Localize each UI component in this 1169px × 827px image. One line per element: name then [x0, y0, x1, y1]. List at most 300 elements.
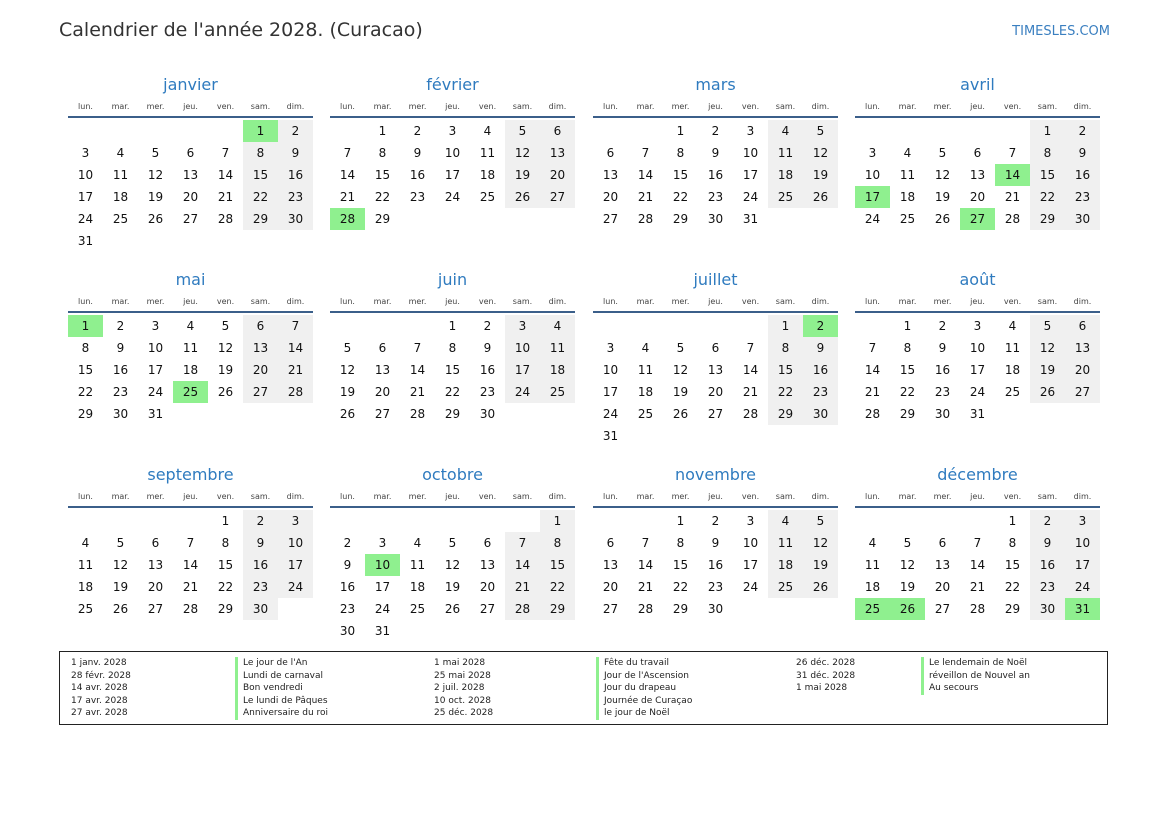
weekday-label: mer. — [146, 297, 165, 306]
day-grid — [855, 510, 1100, 620]
day-cell: 9 — [343, 558, 352, 572]
day-cell: 28 — [278, 381, 313, 403]
day-cell: 25 — [112, 212, 129, 226]
weekday-label: mer. — [933, 492, 952, 501]
day-cell: 11 — [768, 142, 803, 164]
day-cell: 1 — [378, 124, 387, 138]
day-cell: 17 — [742, 558, 759, 572]
day-cell: 2 — [483, 319, 492, 333]
day-cell: 8 — [540, 532, 575, 554]
weekday-label: jeu. — [445, 492, 460, 501]
day-cell: 26 — [1030, 381, 1065, 403]
day-cell: 19 — [899, 580, 916, 594]
day-cell: 12 — [505, 142, 540, 164]
holiday-day-cell: 2 — [803, 315, 838, 337]
day-grid — [593, 120, 838, 230]
day-cell: 7 — [641, 536, 650, 550]
day-cell: 23 — [934, 385, 951, 399]
holiday-day-cell: 14 — [995, 164, 1030, 186]
day-cell: 9 — [413, 146, 422, 160]
day-cell: 26 — [672, 407, 689, 421]
day-cell: 18 — [768, 164, 803, 186]
day-cell: 13 — [934, 558, 951, 572]
weekday-label: ven. — [741, 102, 760, 111]
weekday-label: jeu. — [970, 492, 985, 501]
weekday-label: sam. — [250, 297, 271, 306]
day-cell: 1 — [903, 319, 912, 333]
day-cell: 30 — [243, 598, 278, 620]
weekday-label: ven. — [478, 102, 497, 111]
weekday-label: jeu. — [970, 297, 985, 306]
legend-entry: 17 avr. 2028 — [71, 695, 128, 706]
day-cell: 27 — [374, 407, 391, 421]
day-cell: 26 — [934, 212, 951, 226]
day-cell: 26 — [444, 602, 461, 616]
day-cell: 4 — [413, 536, 422, 550]
weekday-label: ven. — [1003, 297, 1022, 306]
empty-cell — [400, 510, 435, 532]
day-cell: 16 — [707, 558, 724, 572]
day-cell: 20 — [243, 359, 278, 381]
day-cell: 3 — [505, 315, 540, 337]
day-cell: 26 — [217, 385, 234, 399]
weekday-label: mer. — [671, 492, 690, 501]
day-cell: 16 — [112, 363, 129, 377]
day-cell: 15 — [540, 554, 575, 576]
day-cell: 24 — [969, 385, 986, 399]
empty-cell — [138, 510, 173, 532]
header-divider — [68, 116, 313, 118]
day-cell: 19 — [505, 164, 540, 186]
day-cell: 5 — [343, 341, 352, 355]
day-cell: 23 — [707, 580, 724, 594]
weekday-label: jeu. — [970, 102, 985, 111]
day-cell: 7 — [343, 146, 352, 160]
day-cell: 7 — [746, 341, 755, 355]
day-cell: 13 — [479, 558, 496, 572]
weekday-label: mer. — [408, 102, 427, 111]
day-cell: 19 — [1030, 359, 1065, 381]
legend-entry: Bon vendredi — [235, 682, 328, 695]
day-cell: 30 — [479, 407, 496, 421]
legend-entry: 1 mai 2028 — [434, 658, 486, 668]
day-cell: 15 — [374, 168, 391, 182]
weekday-label: mer. — [146, 492, 165, 501]
day-cell: 23 — [243, 576, 278, 598]
weekday-header — [855, 488, 1100, 506]
holiday-day-cell: 1 — [68, 315, 103, 337]
legend-entry: Le lundi de Pâques — [235, 695, 328, 708]
day-cell: 21 — [182, 580, 199, 594]
empty-cell — [505, 510, 540, 532]
legend-entry: Le lendemain de Noël — [921, 657, 1030, 670]
weekday-label: mar. — [636, 492, 655, 501]
month-name: septembre — [147, 465, 234, 484]
day-cell: 28 — [742, 407, 759, 421]
day-cell: 25 — [768, 186, 803, 208]
day-cell: 25 — [77, 602, 94, 616]
day-cell: 28 — [637, 212, 654, 226]
brand-link[interactable]: TIMESLES.COM — [1012, 24, 1110, 39]
legend-entry: Journée de Curaçao — [596, 695, 692, 708]
empty-cell — [330, 120, 365, 142]
day-cell: 8 — [378, 146, 387, 160]
empty-cell — [593, 510, 628, 532]
day-cell: 2 — [711, 124, 720, 138]
weekday-label: lun. — [78, 102, 93, 111]
day-cell: 29 — [243, 208, 278, 230]
day-cell: 23 — [1065, 186, 1100, 208]
day-cell: 23 — [278, 186, 313, 208]
day-cell: 15 — [672, 168, 689, 182]
weekday-label: lun. — [603, 492, 618, 501]
day-cell: 3 — [81, 146, 90, 160]
weekday-label: lun. — [865, 492, 880, 501]
weekday-label: dim. — [811, 492, 830, 501]
month-name: mars — [695, 75, 736, 94]
day-cell: 5 — [803, 510, 838, 532]
day-cell: 17 — [147, 363, 164, 377]
day-cell: 4 — [540, 315, 575, 337]
day-cell: 22 — [243, 186, 278, 208]
weekday-label: dim. — [811, 297, 830, 306]
day-cell: 10 — [278, 532, 313, 554]
day-cell: 25 — [768, 576, 803, 598]
day-cell: 27 — [934, 602, 951, 616]
day-cell: 10 — [505, 337, 540, 359]
day-cell: 16 — [339, 580, 356, 594]
day-cell: 4 — [116, 146, 125, 160]
weekday-label: dim. — [548, 297, 567, 306]
empty-cell — [103, 120, 138, 142]
holiday-day-cell: 27 — [960, 208, 995, 230]
month-name: décembre — [937, 465, 1018, 484]
day-cell: 26 — [339, 407, 356, 421]
empty-cell — [628, 510, 663, 532]
day-cell: 5 — [116, 536, 125, 550]
empty-cell — [663, 315, 698, 337]
day-cell: 3 — [1065, 510, 1100, 532]
weekday-label: dim. — [1073, 492, 1092, 501]
day-cell: 5 — [448, 536, 457, 550]
weekday-label: jeu. — [183, 102, 198, 111]
header-divider — [330, 506, 575, 508]
empty-cell — [855, 315, 890, 337]
day-cell: 11 — [479, 146, 496, 160]
header-divider — [855, 506, 1100, 508]
day-cell: 24 — [1065, 576, 1100, 598]
day-cell: 26 — [147, 212, 164, 226]
day-cell: 9 — [1030, 532, 1065, 554]
day-cell: 18 — [77, 580, 94, 594]
weekday-label: jeu. — [183, 492, 198, 501]
day-cell: 22 — [217, 580, 234, 594]
day-cell: 19 — [217, 363, 234, 377]
day-cell: 27 — [479, 602, 496, 616]
weekday-label: mar. — [373, 492, 392, 501]
day-cell: 2 — [343, 536, 352, 550]
legend-entry: le jour de Noël — [596, 707, 692, 720]
day-cell: 16 — [934, 363, 951, 377]
holiday-day-cell: 10 — [365, 554, 400, 576]
day-cell: 1 — [1030, 120, 1065, 142]
empty-cell — [925, 510, 960, 532]
day-cell: 18 — [637, 385, 654, 399]
day-cell: 21 — [969, 580, 986, 594]
day-cell: 8 — [676, 146, 685, 160]
day-cell: 29 — [768, 403, 803, 425]
day-cell: 31 — [969, 407, 986, 421]
day-cell: 15 — [243, 164, 278, 186]
day-cell: 25 — [637, 407, 654, 421]
day-cell: 13 — [602, 558, 619, 572]
empty-cell — [995, 120, 1030, 142]
day-cell: 9 — [116, 341, 125, 355]
weekday-label: dim. — [811, 102, 830, 111]
day-cell: 14 — [637, 558, 654, 572]
day-cell: 13 — [707, 363, 724, 377]
day-cell: 23 — [112, 385, 129, 399]
day-grid — [593, 315, 838, 447]
day-cell: 21 — [637, 190, 654, 204]
empty-cell — [208, 120, 243, 142]
empty-cell — [365, 510, 400, 532]
day-cell: 15 — [77, 363, 94, 377]
day-cell: 8 — [1008, 536, 1017, 550]
day-cell: 25 — [479, 190, 496, 204]
day-cell: 4 — [768, 120, 803, 142]
month-3 — [593, 72, 838, 230]
day-cell: 12 — [1030, 337, 1065, 359]
legend-entry: 25 mai 2028 — [434, 670, 491, 681]
day-cell: 4 — [768, 510, 803, 532]
day-cell: 30 — [707, 212, 724, 226]
day-cell: 9 — [278, 142, 313, 164]
weekday-label: lun. — [865, 102, 880, 111]
day-cell: 11 — [864, 558, 881, 572]
day-cell: 11 — [540, 337, 575, 359]
day-cell: 22 — [768, 381, 803, 403]
day-cell: 18 — [768, 554, 803, 576]
legend-entry: 31 déc. 2028 — [796, 670, 856, 681]
day-cell: 6 — [606, 146, 615, 160]
weekday-header — [855, 293, 1100, 311]
day-cell: 3 — [378, 536, 387, 550]
day-grid — [330, 510, 575, 642]
day-cell: 20 — [540, 164, 575, 186]
day-cell: 24 — [742, 190, 759, 204]
day-cell: 11 — [899, 168, 916, 182]
day-cell: 9 — [803, 337, 838, 359]
empty-cell — [628, 120, 663, 142]
weekday-label: mar. — [898, 297, 917, 306]
day-cell: 10 — [742, 146, 759, 160]
day-cell: 6 — [711, 341, 720, 355]
header-divider — [330, 311, 575, 313]
weekday-label: dim. — [1073, 102, 1092, 111]
day-cell: 10 — [969, 341, 986, 355]
day-cell: 2 — [1030, 510, 1065, 532]
day-cell: 11 — [112, 168, 129, 182]
day-cell: 31 — [374, 624, 391, 638]
month-name: novembre — [674, 465, 757, 484]
day-cell: 18 — [182, 363, 199, 377]
header-divider — [855, 116, 1100, 118]
weekday-label: mar. — [111, 297, 130, 306]
weekday-label: mar. — [111, 492, 130, 501]
day-cell: 4 — [483, 124, 492, 138]
day-cell: 3 — [448, 124, 457, 138]
day-cell: 27 — [147, 602, 164, 616]
day-cell: 7 — [868, 341, 877, 355]
day-cell: 7 — [278, 315, 313, 337]
weekday-header — [68, 293, 313, 311]
weekday-label: lun. — [603, 297, 618, 306]
empty-cell — [593, 315, 628, 337]
empty-cell — [855, 510, 890, 532]
empty-cell — [330, 510, 365, 532]
day-cell: 16 — [479, 363, 496, 377]
day-cell: 30 — [112, 407, 129, 421]
day-cell: 30 — [934, 407, 951, 421]
day-cell: 12 — [147, 168, 164, 182]
day-cell: 22 — [899, 385, 916, 399]
holiday-day-cell: 28 — [330, 208, 365, 230]
day-cell: 6 — [151, 536, 160, 550]
legend-dates-1 — [71, 657, 131, 720]
weekday-label: dim. — [548, 102, 567, 111]
weekday-label: dim. — [286, 297, 305, 306]
day-cell: 28 — [217, 212, 234, 226]
legend-entry: 27 avr. 2028 — [71, 708, 128, 719]
weekday-label: jeu. — [708, 297, 723, 306]
day-cell: 20 — [707, 385, 724, 399]
weekday-label: mar. — [373, 297, 392, 306]
day-cell: 18 — [112, 190, 129, 204]
day-cell: 8 — [448, 341, 457, 355]
day-cell: 20 — [602, 190, 619, 204]
weekday-label: mer. — [146, 102, 165, 111]
day-cell: 22 — [374, 190, 391, 204]
weekday-label: ven. — [741, 492, 760, 501]
day-cell: 25 — [540, 381, 575, 403]
day-cell: 13 — [1065, 337, 1100, 359]
day-cell: 15 — [899, 363, 916, 377]
day-cell: 16 — [1065, 164, 1100, 186]
day-cell: 10 — [864, 168, 881, 182]
weekday-label: jeu. — [445, 297, 460, 306]
weekday-header — [593, 488, 838, 506]
legend-entry: Jour du drapeau — [596, 682, 692, 695]
day-cell: 21 — [278, 359, 313, 381]
day-cell: 16 — [1030, 554, 1065, 576]
day-cell: 16 — [707, 168, 724, 182]
day-cell: 6 — [378, 341, 387, 355]
day-cell: 7 — [186, 536, 195, 550]
day-cell: 20 — [934, 580, 951, 594]
day-cell: 7 — [1008, 146, 1017, 160]
holiday-day-cell: 1 — [243, 120, 278, 142]
day-cell: 17 — [742, 168, 759, 182]
empty-cell — [330, 315, 365, 337]
day-cell: 25 — [409, 602, 426, 616]
day-cell: 14 — [182, 558, 199, 572]
day-cell: 29 — [77, 407, 94, 421]
day-cell: 12 — [672, 363, 689, 377]
day-cell: 11 — [182, 341, 199, 355]
day-cell: 17 — [1065, 554, 1100, 576]
weekday-label: mer. — [933, 297, 952, 306]
weekday-label: mer. — [933, 102, 952, 111]
day-cell: 22 — [540, 576, 575, 598]
empty-cell — [173, 120, 208, 142]
empty-cell — [960, 510, 995, 532]
day-cell: 5 — [151, 146, 160, 160]
day-cell: 31 — [147, 407, 164, 421]
empty-cell — [470, 510, 505, 532]
empty-cell — [960, 120, 995, 142]
weekday-label: lun. — [78, 492, 93, 501]
day-cell: 26 — [112, 602, 129, 616]
weekday-label: ven. — [1003, 102, 1022, 111]
day-cell: 13 — [147, 558, 164, 572]
weekday-header — [593, 98, 838, 116]
day-cell: 30 — [1065, 208, 1100, 230]
weekday-label: sam. — [775, 492, 796, 501]
day-cell: 21 — [409, 385, 426, 399]
day-cell: 2 — [243, 510, 278, 532]
day-cell: 21 — [339, 190, 356, 204]
day-cell: 6 — [1065, 315, 1100, 337]
weekday-label: mar. — [636, 297, 655, 306]
day-cell: 30 — [803, 403, 838, 425]
empty-cell — [855, 120, 890, 142]
day-cell: 5 — [221, 319, 230, 333]
empty-cell — [890, 120, 925, 142]
day-cell: 23 — [479, 385, 496, 399]
day-cell: 3 — [868, 146, 877, 160]
day-cell: 3 — [151, 319, 160, 333]
empty-cell — [925, 120, 960, 142]
weekday-label: lun. — [865, 297, 880, 306]
empty-cell — [400, 315, 435, 337]
day-cell: 22 — [672, 190, 689, 204]
day-cell: 8 — [903, 341, 912, 355]
day-cell: 3 — [746, 124, 755, 138]
legend-entry: Le jour de l'An — [235, 657, 328, 670]
weekday-label: mar. — [898, 102, 917, 111]
header-divider — [68, 506, 313, 508]
day-cell: 7 — [413, 341, 422, 355]
day-cell: 18 — [864, 580, 881, 594]
day-cell: 27 — [1065, 381, 1100, 403]
day-cell: 12 — [803, 142, 838, 164]
day-cell: 28 — [182, 602, 199, 616]
day-cell: 10 — [1065, 532, 1100, 554]
day-cell: 10 — [444, 146, 461, 160]
day-cell: 12 — [934, 168, 951, 182]
weekday-label: ven. — [741, 297, 760, 306]
day-cell: 17 — [77, 190, 94, 204]
weekday-label: sam. — [250, 492, 271, 501]
day-cell: 6 — [186, 146, 195, 160]
day-cell: 2 — [938, 319, 947, 333]
legend-entry: 10 oct. 2028 — [434, 695, 491, 706]
day-cell: 15 — [1004, 558, 1021, 572]
legend-names-2 — [596, 657, 692, 720]
month-4 — [855, 72, 1100, 230]
day-cell: 11 — [637, 363, 654, 377]
